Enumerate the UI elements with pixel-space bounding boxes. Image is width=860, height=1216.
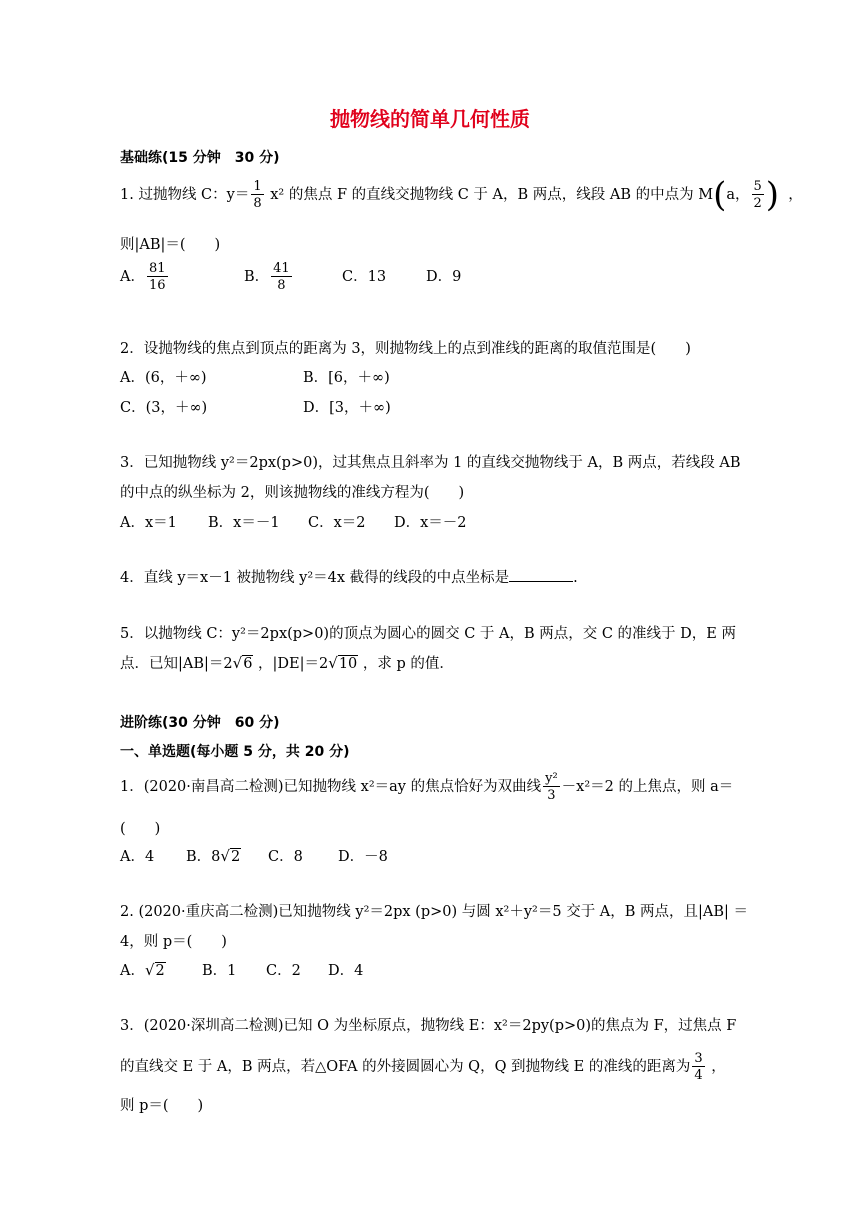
answer-blank[interactable] <box>509 569 573 582</box>
sqrt-2 <box>145 961 166 979</box>
q4-stem: 4．直线 y＝x－1 被抛物线 y²＝4x 截得的线段的中点坐标是 <box>120 570 510 586</box>
basic-q1-line1 <box>120 175 803 215</box>
option-c[interactable]: C．8 <box>268 849 303 865</box>
option-fraction <box>147 262 168 292</box>
frac-numerator: 3 <box>694 1051 703 1066</box>
left-paren: ( <box>713 175 727 215</box>
option-label: A． <box>120 269 145 285</box>
q1-text-pre: 1．(2020·南昌高二检测)已知抛物线 x²＝ay 的焦点恰好为双曲线 <box>120 779 542 795</box>
basic-q1-line2: 则|AB|＝( ) <box>120 237 221 253</box>
point-fraction <box>752 180 764 210</box>
frac-denominator: 3 <box>547 788 556 803</box>
sqrt-6 <box>233 654 254 672</box>
q5-text-mid: ，|DE|＝2 <box>258 656 329 672</box>
adv-q2-options <box>120 959 363 980</box>
q4-end: . <box>573 570 578 586</box>
option-b[interactable]: B．[6，＋∞) <box>303 370 390 386</box>
q1-fraction <box>251 180 263 210</box>
frac-numerator: 41 <box>273 261 290 276</box>
option-a[interactable]: A．4 <box>120 849 155 865</box>
option-label: B． <box>244 269 270 285</box>
option-d[interactable]: D．4 <box>328 963 364 979</box>
adv-q3-line3: 则 p＝( ) <box>120 1098 204 1114</box>
frac-denominator: 4 <box>694 1068 703 1083</box>
q5-text-pre: 点．已知|AB|＝2 <box>120 656 233 672</box>
option-a[interactable] <box>120 262 244 292</box>
basic-q3-line1: 3．已知抛物线 y²＝2px(p>0)，过其焦点且斜率为 1 的直线交抛物线于 A，B 两点，若线段 AB <box>120 455 741 471</box>
frac-numerator: 5 <box>753 179 762 194</box>
q1-text-post: －x²＝2 的上焦点，则 a＝ <box>561 779 734 795</box>
radicand: 10 <box>338 656 358 672</box>
option-b[interactable] <box>186 845 268 866</box>
option-b[interactable]: B．1 <box>202 963 237 979</box>
point-a: a， <box>726 187 750 203</box>
frac-numerator: 1 <box>253 179 262 194</box>
option-c[interactable]: C．(3，＋∞) <box>120 400 208 416</box>
option-b[interactable] <box>244 262 342 292</box>
basic-q4 <box>120 566 578 587</box>
radicand: 6 <box>243 656 253 672</box>
frac-numerator: 81 <box>148 261 166 276</box>
adv-q1-options <box>120 845 388 866</box>
radical-sign: √ <box>220 847 230 865</box>
option-a[interactable]: A．(6，＋∞) <box>120 370 207 386</box>
radical-sign: √ <box>144 961 155 979</box>
option-fraction <box>271 262 292 292</box>
radicand: 2 <box>155 963 165 979</box>
radical-sign: √ <box>232 654 243 672</box>
sqrt-2 <box>220 847 241 865</box>
q5-text-end: ，求 p 的值． <box>362 656 454 672</box>
basic-q2-options-row1 <box>120 366 390 387</box>
option-text: B．8 <box>186 849 221 865</box>
frac-numerator: y² <box>545 771 558 786</box>
radical-sign: √ <box>328 654 338 672</box>
adv-q2-line2: 4，则 p＝( ) <box>120 934 227 950</box>
basic-q5-line2 <box>120 652 454 673</box>
subsection-heading: 一、单选题(每小题 5 分，共 20 分) <box>120 744 350 760</box>
option-c[interactable]: C．13 <box>342 269 387 285</box>
frac-denominator: 8 <box>253 196 262 211</box>
option-b[interactable]: B．x＝－1 <box>208 515 280 531</box>
adv-q1-line1 <box>120 772 733 802</box>
frac-denominator: 16 <box>148 278 166 293</box>
option-d[interactable]: D．x＝－2 <box>394 515 467 531</box>
q3-text-end: ， <box>711 1059 726 1075</box>
basic-q2-options-row2 <box>120 396 391 417</box>
q1-stem-mid: x² 的焦点 F 的直线交抛物线 C 于 A，B 两点，线段 AB 的中点为 M <box>265 187 714 203</box>
distance-fraction <box>692 1052 704 1082</box>
q3-text-pre: 的直线交 E 于 A，B 两点，若△OFA 的外接圆圆心为 Q，Q 到抛物线 E 的准线的距离为 <box>120 1059 691 1075</box>
page-title: 抛物线的简单几何性质 <box>330 107 530 131</box>
hyperbola-fraction <box>543 772 560 802</box>
option-c[interactable]: C．2 <box>266 963 301 979</box>
section-heading-basic: 基础练(15 分钟 30 分) <box>120 150 280 166</box>
frac-denominator: 8 <box>277 278 286 293</box>
option-text: A． <box>120 963 145 979</box>
option-c[interactable]: C．x＝2 <box>308 515 366 531</box>
section-heading-advanced: 进阶练(30 分钟 60 分) <box>120 715 280 731</box>
frac-denominator: 2 <box>753 196 762 211</box>
q1-tail: ， <box>788 187 803 203</box>
option-d[interactable]: D．[3，＋∞) <box>303 400 391 416</box>
adv-q1-line2: ( ) <box>120 821 161 837</box>
option-d[interactable]: D．－8 <box>338 849 388 865</box>
option-a[interactable]: A．x＝1 <box>120 515 177 531</box>
q1-stem-pre: 1. 过抛物线 C：y＝ <box>120 187 250 203</box>
right-paren: ) <box>765 175 780 215</box>
adv-q3-line1: 3．(2020·深圳高二检测)已知 O 为坐标原点，抛物线 E：x²＝2py(p>0)的焦点为 F，过焦点 F <box>120 1018 737 1034</box>
sqrt-10 <box>328 654 358 672</box>
adv-q3-line2 <box>120 1052 726 1082</box>
option-a[interactable] <box>120 959 202 980</box>
radicand: 2 <box>230 849 241 865</box>
basic-q3-options <box>120 511 467 532</box>
basic-q2-stem: 2．设抛物线的焦点到顶点的距离为 3，则抛物线上的点到准线的距离的取值范围是( ) <box>120 341 691 357</box>
basic-q3-line2: 的中点的纵坐标为 2，则该抛物线的准线方程为( ) <box>120 485 465 501</box>
basic-q5-line1: 5．以抛物线 C：y²＝2px(p>0)的顶点为圆心的圆交 C 于 A，B 两点，交 C 的准线于 D，E 两 <box>120 626 736 642</box>
adv-q2-line1: 2. (2020·重庆高二检测)已知抛物线 y²＝2px (p>0) 与圆 x²＋y²＝5 交于 A，B 两点，且|AB| ＝ <box>120 904 749 920</box>
option-d[interactable]: D．9 <box>426 269 462 285</box>
basic-q1-options <box>120 262 461 292</box>
